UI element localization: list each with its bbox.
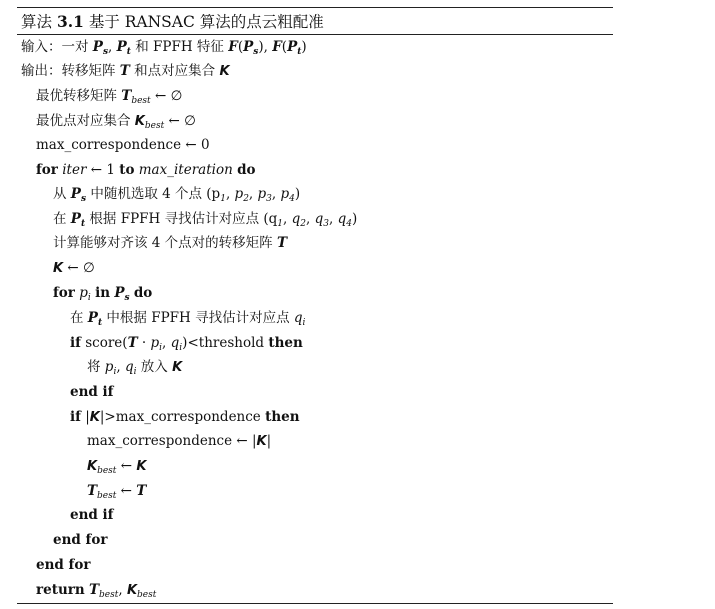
end-if-line-1 — [70, 383, 113, 401]
best-transform-line: 最优转移矩阵 $T_{best}$ ← ∅ — [36, 88, 183, 106]
output-label: 输出： — [21, 63, 62, 79]
end-if-keyword-2: end if — [70, 507, 114, 523]
do-keyword: do — [237, 162, 256, 178]
find-line: 在 $P_t$ 根据 FPFH 寻找估计对应点 ($q_1$, $q_2$, $q_3$, $q_4$) — [53, 211, 358, 229]
end-for-inner-line — [53, 531, 107, 549]
if-max-line: if |K|>max_correspondence then — [70, 409, 300, 425]
bottom-rule — [17, 603, 613, 604]
find-tail: 根据 FPFH 寻找估计对应点 (q — [85, 211, 278, 227]
put-text: 将 — [87, 359, 105, 375]
for-point-line: for $p_i$ in $P_s$ do — [53, 285, 153, 303]
find-text: 在 — [53, 211, 71, 227]
put-tail: 放入 — [136, 359, 173, 375]
title-number: 3.1 — [56, 12, 84, 31]
reset-set-line: K ← ∅ — [53, 260, 95, 276]
best-set-line: 最优点对应集合 $K_{best}$ ← ∅ — [36, 113, 196, 131]
threshold-text: threshold — [198, 335, 269, 351]
best-set-text: 最优点对应集合 — [36, 113, 135, 129]
put-line: 将 $p_i$, $q_i$ 放入 K — [87, 359, 183, 377]
inner-find-tail: 中根据 FPFH 寻找估计对应点 — [102, 310, 294, 326]
inner-find-line: 在 $P_t$ 中根据 FPFH 寻找估计对应点 $q_i$ — [70, 310, 306, 328]
compute-text: 计算能够对齐该 4 个点对的转移矩阵 — [53, 235, 277, 251]
input-text: 一对 — [61, 39, 93, 55]
output-line: 输出：转移矩阵 T 和点对应集合 K — [21, 63, 230, 79]
end-if-line-2 — [70, 506, 113, 524]
title-text: 基于 RANSAC 算法的点云粗配准 — [83, 13, 324, 31]
if-score-line: if score(T · $p_i$, $q_i)<threshold$ then — [70, 335, 303, 353]
update-max-text: max_correspondence ← | — [87, 433, 257, 449]
algorithm-title — [21, 10, 324, 32]
best-transform-text: 最优转移矩阵 — [36, 88, 122, 104]
top-rule — [17, 7, 613, 8]
end-for-keyword-outer: end for — [36, 557, 91, 573]
title-prefix: 算法 — [21, 13, 57, 31]
max-corr-text: max_correspondence ← 0 — [36, 137, 210, 153]
update-best-set-line: $K_{best}$ ← K — [87, 458, 147, 476]
end-if-keyword-1: end if — [70, 384, 114, 400]
sample-line: 从 $P_s$ 中随机选取 4 个点 ($p_1$, $p_2$, $p_3$, $p_4$) — [53, 186, 301, 204]
update-max-line: max_correspondence ← |K| — [87, 433, 272, 449]
title-rule — [17, 34, 613, 35]
for-iter-line: for iter ← 1 to max_iteration do — [36, 162, 256, 178]
output-text: 转移矩阵 — [61, 63, 120, 79]
for-keyword: for — [36, 162, 58, 178]
return-line: return $T_{best}$, $K_{best}$ — [36, 582, 157, 600]
sample-tail: 中随机选取 4 个点 (p — [86, 186, 221, 202]
input-label: 输入： — [21, 39, 62, 55]
end-for-keyword-inner: end for — [53, 532, 108, 548]
sample-text: 从 — [53, 186, 71, 202]
max-corr-line — [36, 136, 210, 154]
if-max-text: max_correspondence — [115, 409, 266, 425]
compute-line: 计算能够对齐该 4 个点对的转移矩阵 T — [53, 235, 288, 251]
end-for-outer-line — [36, 556, 90, 574]
return-keyword: return — [36, 582, 85, 598]
input-line: 输入：一对 $P_s$, $P_t$ 和 FPFH 特征 $F(P_s)$, $F(P_t)$ — [21, 39, 307, 57]
update-best-transform-line: $T_{best}$ ← T — [87, 483, 147, 501]
